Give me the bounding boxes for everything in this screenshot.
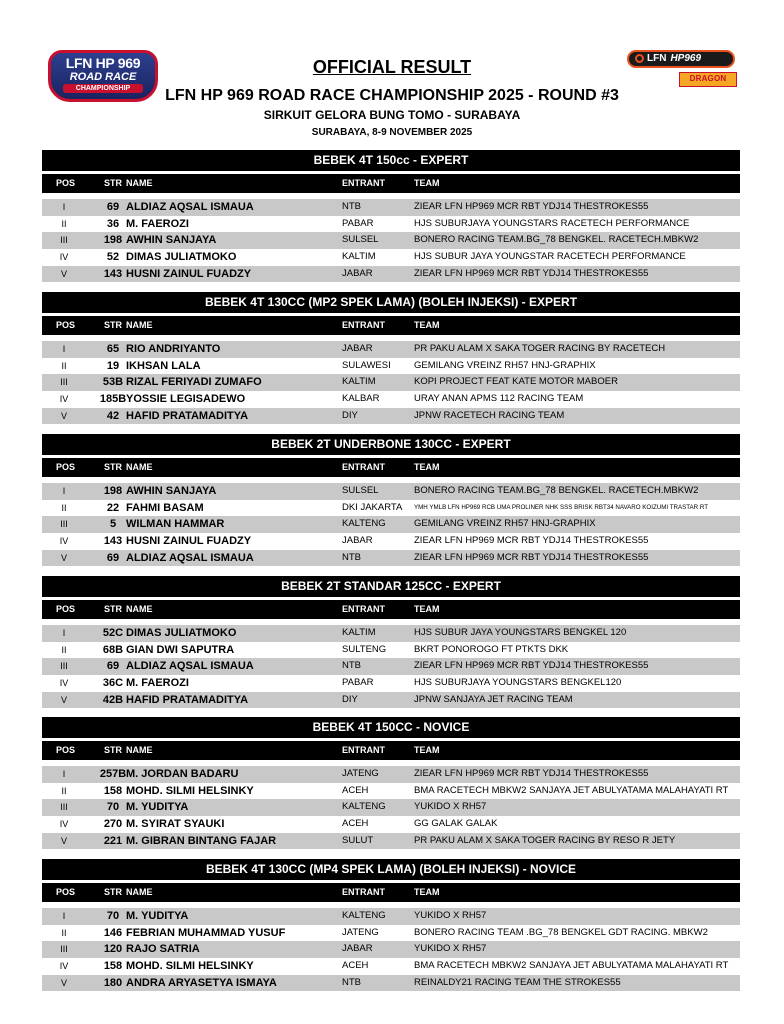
cell-team: YMH YMLB LFN HP969 RCB UMA PROLINER NHK SSS BRISK RBT34 NAVARO KOIZUMI TRASTAR RT [414,503,708,511]
column-header-pos: POS [56,462,76,472]
cell-entrant: JATENG [342,926,379,938]
cell-name: DIMAS JULIATMOKO [126,627,237,639]
column-header-row [42,458,740,477]
cell-team: HJS SUBURJAYA YOUNGSTARS BENGKEL120 [414,677,622,689]
cell-pos: II [61,785,67,796]
column-header-row [42,174,740,193]
cell-entrant: JATENG [342,768,379,779]
cell-name: M. YUDITYA [126,910,189,922]
cell-team: BONERO RACING TEAM .BG_78 BENGKEL GDT RACING. MBKW2 [414,926,708,938]
cell-str: 143 [103,267,123,280]
logo-line2: ROAD RACE [69,71,137,83]
cell-entrant: SULUT [342,834,374,846]
cell-name: DIMAS JULIATMOKO [126,251,237,264]
cell-name: M. GIBRAN BINTANG FAJAR [126,834,277,847]
cell-pos: V [60,268,67,279]
cell-team: GEMILANG VREINZ RH57 HNJ-GRAPHIX [414,518,596,530]
cell-name: HUSNI ZAINUL FUADZY [126,267,252,280]
cell-pos: I [62,486,66,496]
cell-name: GIAN DWI SAPUTRA [126,643,235,656]
column-header-row [42,316,740,335]
cell-name: RAJO SATRIA [126,943,200,956]
cell-str: 5 [109,518,117,531]
table-row [42,374,740,391]
result-section [42,717,740,849]
table-row [42,816,740,833]
table-row [42,216,740,233]
cell-team: BMA RACETECH MBKW2 SANJAYA JET ABULYATAMA MALAHAYATI RT [414,960,729,972]
cell-entrant: ACEH [342,960,369,972]
cell-pos: I [62,202,66,212]
column-header-pos: POS [56,178,76,188]
cell-pos: III [60,519,68,530]
cell-entrant: KALTIM [342,376,376,388]
cell-str: 68B [102,643,124,656]
cell-entrant: NTB [342,660,361,672]
column-header-name: NAME [126,604,153,614]
lfn-model: HP969 [670,53,702,64]
table-row [42,625,740,642]
cell-entrant: PABAR [342,677,374,689]
cell-team: ZIEAR LFN HP969 MCR RBT YDJ14 THESTROKES55 [414,768,649,779]
cell-name: WILMAN HAMMAR [126,518,225,531]
table-row [42,550,740,567]
column-header-name: NAME [126,462,153,472]
cell-team: KOPI PROJECT FEAT KATE MOTOR MABOER [414,376,618,388]
cell-entrant: SULSEL [342,234,379,246]
section-title: BEBEK 4T 130CC (MP4 SPEK LAMA) (BOLEH INJEKSI) - NOVICE [42,859,740,880]
result-section [42,859,740,991]
cell-name: RIZAL FERIYADI ZUMAFO [126,376,262,389]
column-header-pos: POS [56,320,76,330]
column-header-entrant: ENTRANT [342,745,385,755]
table-row [42,675,740,692]
column-header-team: TEAM [414,745,440,755]
cell-str: 146 [103,926,123,939]
cell-pos: I [62,769,66,779]
cell-name: FEBRIAN MUHAMMAD YUSUF [126,926,286,939]
column-header-str: STR [104,462,122,472]
column-header-team: TEAM [414,604,440,614]
cell-str: 69 [106,551,120,564]
cell-name: MOHD. SILMI HELSINKY [126,784,254,797]
cell-team: GG GALAK GALAK [414,818,498,830]
event-date: SURABAYA, 8-9 NOVEMBER 2025 [311,127,473,138]
cell-name: FAHMI BASAM [126,501,204,514]
cell-name: IKHSAN LALA [126,359,201,372]
logo-line3: CHAMPIONSHIP [63,84,143,93]
cell-str: 69 [106,201,120,213]
cell-str: 120 [103,943,123,956]
table-row [42,799,740,816]
cell-entrant: JABAR [342,943,373,955]
logo-line1: LFN HP 969 [65,55,141,71]
table-row [42,266,740,283]
table-row [42,232,740,249]
cell-name: ANDRA ARYASETYA ISMAYA [126,976,277,989]
cell-team: ZIEAR LFN HP969 MCR RBT YDJ14 THESTROKES55 [414,551,649,563]
cell-str: 180 [103,976,123,989]
cell-entrant: KALTENG [342,910,386,921]
column-header-entrant: ENTRANT [342,320,385,330]
cell-name: RIO ANDRIYANTO [126,343,221,355]
cell-team: JPNW RACETECH RACING TEAM [414,409,565,421]
result-section [42,434,740,566]
column-header-str: STR [104,604,122,614]
cell-pos: V [60,552,67,563]
cell-str: 158 [103,784,123,797]
cell-team: YUKIDO X RH57 [414,801,487,813]
cell-entrant: DIY [342,693,358,705]
cell-pos: II [61,927,67,938]
cell-team: GEMILANG VREINZ RH57 HNJ-GRAPHIX [414,359,596,371]
section-title: BEBEK 2T STANDAR 125CC - EXPERT [42,576,740,597]
cell-str: 52 [106,251,120,264]
cell-pos: I [62,344,66,354]
cell-str: 36C [102,677,124,690]
cell-entrant: KALTENG [342,801,386,813]
column-header-entrant: ENTRANT [342,178,385,188]
cell-team: ZIEAR LFN HP969 MCR RBT YDJ14 THESTROKES55 [414,660,649,672]
cell-str: 270 [103,818,123,831]
cell-name: YOSSIE LEGISADEWO [126,393,246,406]
section-title: BEBEK 4T 130CC (MP2 SPEK LAMA) (BOLEH INJEKSI) - EXPERT [42,292,740,313]
cell-pos: II [61,644,67,655]
cell-str: 53B [102,376,124,389]
cell-pos: IV [59,394,69,405]
column-header-name: NAME [126,887,153,897]
cell-str: 36 [106,217,120,230]
cell-entrant: PABAR [342,217,374,229]
column-header-row [42,741,740,760]
cell-entrant: KALBAR [342,393,380,405]
cell-pos: V [60,977,67,988]
table-row [42,783,740,800]
section-title: BEBEK 2T UNDERBONE 130CC - EXPERT [42,434,740,455]
cell-team: BMA RACETECH MBKW2 SANJAYA JET ABULYATAMA MALAHAYATI RT [414,784,729,796]
cell-name: HAFID PRATAMADITYA [126,409,249,422]
table-row [42,533,740,550]
cell-str: 198 [103,485,123,497]
cell-entrant: NTB [342,976,361,988]
cell-pos: II [61,502,67,513]
cell-pos: II [61,218,67,229]
table-row [42,642,740,659]
column-header-pos: POS [56,887,76,897]
cell-name: M. YUDITYA [126,801,189,814]
column-header-entrant: ENTRANT [342,887,385,897]
cell-name: M. JORDAN BADARU [126,768,239,780]
cell-str: 69 [106,660,120,673]
cell-pos: IV [59,819,69,830]
cell-entrant: JABAR [342,343,373,354]
column-header-entrant: ENTRANT [342,604,385,614]
cell-pos: I [62,628,66,638]
cell-name: M. FAEROZI [126,677,189,690]
cell-entrant: KALTIM [342,251,376,263]
cell-str: 70 [106,910,120,922]
column-header-pos: POS [56,604,76,614]
cell-str: 42 [106,409,120,422]
column-header-name: NAME [126,178,153,188]
cell-entrant: JABAR [342,267,373,279]
cell-name: HUSNI ZAINUL FUADZY [126,535,252,548]
column-header-row [42,600,740,619]
cell-str: 42B [102,693,124,706]
cell-pos: III [60,235,68,246]
column-header-row [42,883,740,902]
cell-str: 185B [99,393,127,406]
cell-name: HAFID PRATAMADITYA [126,693,249,706]
column-header-team: TEAM [414,887,440,897]
cell-entrant: JABAR [342,535,373,547]
cell-team: HJS SUBURJAYA YOUNGSTARS RACETECH PERFORMANCE [414,217,690,229]
cell-team: ZIEAR LFN HP969 MCR RBT YDJ14 THESTROKES55 [414,535,649,547]
table-row [42,658,740,675]
cell-str: 221 [103,834,123,847]
table-row [42,958,740,975]
cell-team: BONERO RACING TEAM.BG_78 BENGKEL. RACETECH.MBKW2 [414,234,699,246]
result-section [42,576,740,708]
cell-entrant: NTB [342,551,361,563]
cell-name: ALDIAZ AQSAL ISMAUA [126,201,254,213]
table-row [42,975,740,992]
table-row [42,516,740,533]
cell-team: REINALDY21 RACING TEAM THE STROKES55 [414,976,621,988]
cell-name: M. FAEROZI [126,217,189,230]
column-header-team: TEAM [414,320,440,330]
cell-pos: IV [59,961,69,972]
cell-entrant: SULTENG [342,643,387,655]
cell-entrant: SULSEL [342,485,379,496]
document-header [0,0,784,150]
cell-str: 70 [106,801,120,814]
cell-str: 158 [103,960,123,973]
cell-entrant: SULAWESI [342,359,391,371]
cell-entrant: DKI JAKARTA [342,501,403,513]
table-row [42,941,740,958]
cell-pos: IV [59,252,69,263]
cell-entrant: NTB [342,201,361,212]
cell-pos: I [62,911,66,921]
cell-str: 52C [102,627,124,639]
column-header-name: NAME [126,745,153,755]
cell-pos: V [60,410,67,421]
table-row [42,358,740,375]
cell-team: PR PAKU ALAM X SAKA TOGER RACING BY RACETECH [414,343,666,354]
table-row [42,483,740,500]
result-section [42,150,740,282]
table-row [42,766,740,783]
table-row [42,249,740,266]
table-row [42,692,740,709]
cell-team: BONERO RACING TEAM.BG_78 BENGKEL. RACETECH.MBKW2 [414,485,699,496]
cell-name: M. SYIRAT SYAUKI [126,818,225,831]
document-title: OFFICIAL RESULT [312,57,472,77]
table-row [42,391,740,408]
table-row [42,925,740,942]
column-header-str: STR [104,745,122,755]
table-row [42,500,740,517]
cell-pos: IV [59,678,69,689]
column-header-str: STR [104,887,122,897]
cell-team: PR PAKU ALAM X SAKA TOGER RACING BY RESO R JETY [414,834,676,846]
venue: SIRKUIT GELORA BUNG TOMO - SURABAYA [263,108,521,122]
cell-str: 257B [99,768,127,780]
cell-name: ALDIAZ AQSAL ISMAUA [126,660,254,673]
cell-name: AWHIN SANJAYA [126,485,217,497]
cell-entrant: DIY [342,409,358,421]
table-row [42,908,740,925]
cell-team: BKRT PONOROGO FT PTKTS DKK [414,643,569,655]
table-row [42,833,740,850]
cell-team: ZIEAR LFN HP969 MCR RBT YDJ14 THESTROKES55 [414,201,649,212]
cell-team: YUKIDO X RH57 [414,910,487,921]
cell-name: ALDIAZ AQSAL ISMAUA [126,551,254,564]
cell-str: 19 [106,359,120,372]
table-row [42,199,740,216]
championship-title: LFN HP 969 ROAD RACE CHAMPIONSHIP 2025 - ROUND #3 [165,87,619,104]
column-header-entrant: ENTRANT [342,462,385,472]
cell-pos: II [61,360,67,371]
column-header-team: TEAM [414,462,440,472]
column-header-team: TEAM [414,178,440,188]
cell-team: URAY ANAN APMS 112 RACING TEAM [414,393,584,405]
cell-pos: III [60,661,68,672]
table-row [42,408,740,425]
cell-name: AWHIN SANJAYA [126,234,217,247]
cell-pos: V [60,694,67,705]
cell-team: HJS SUBUR JAYA YOUNGSTAR RACETECH PERFORMANCE [414,251,686,263]
cell-name: MOHD. SILMI HELSINKY [126,960,254,973]
cell-team: JPNW SANJAYA JET RACING TEAM [414,693,573,705]
column-header-name: NAME [126,320,153,330]
cell-team: YUKIDO X RH57 [414,943,487,955]
cell-pos: IV [59,536,69,547]
section-title: BEBEK 4T 150CC - NOVICE [42,717,740,738]
column-header-str: STR [104,320,122,330]
cell-entrant: ACEH [342,784,369,796]
cell-str: 22 [106,501,120,514]
sponsor-logo-dragon: DRAGON [679,72,737,87]
cell-entrant: KALTIM [342,627,376,638]
column-header-pos: POS [56,745,76,755]
cell-pos: III [60,377,68,388]
column-header-str: STR [104,178,122,188]
lfn-brand: LFN [647,53,667,64]
cell-entrant: ACEH [342,818,369,830]
cell-pos: V [60,835,67,846]
cell-str: 198 [103,234,123,247]
cell-team: HJS SUBUR JAYA YOUNGSTARS BENGKEL 120 [414,627,627,638]
cell-entrant: KALTENG [342,518,386,530]
cell-pos: III [60,944,68,955]
cell-str: 65 [106,343,120,355]
result-section [42,292,740,424]
cell-team: ZIEAR LFN HP969 MCR RBT YDJ14 THESTROKES55 [414,267,649,279]
section-title: BEBEK 4T 150cc - EXPERT [42,150,740,171]
cell-str: 143 [103,535,123,548]
cell-pos: III [60,802,68,813]
table-row [42,341,740,358]
